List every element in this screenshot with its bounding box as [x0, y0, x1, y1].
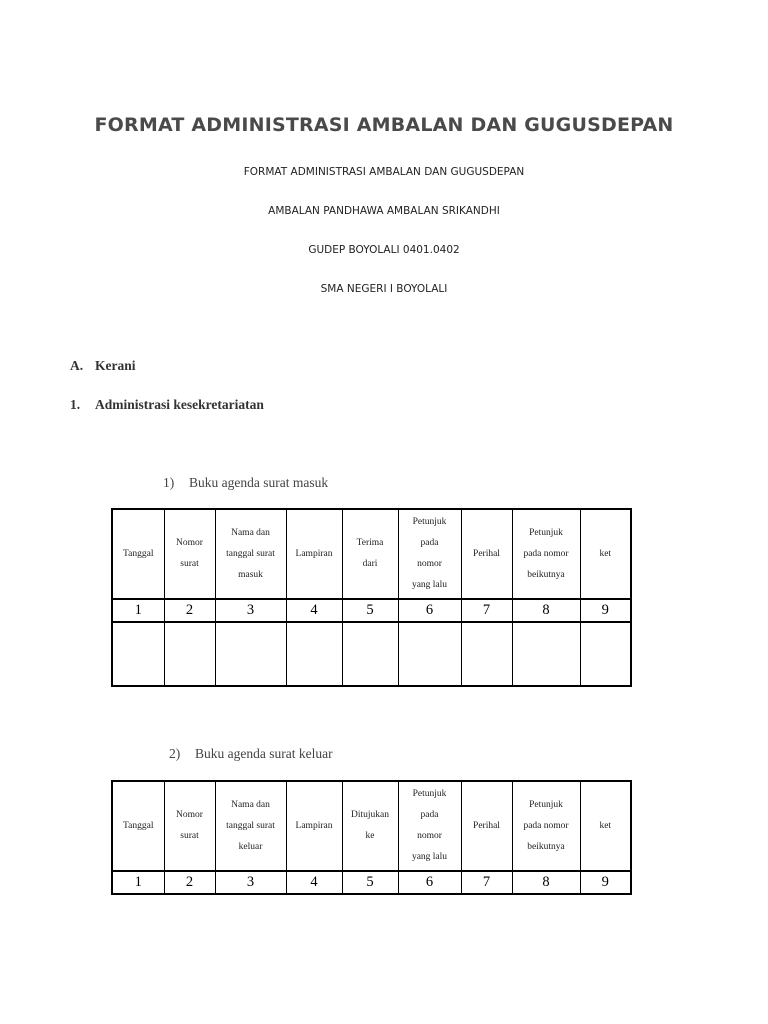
section-heading-label: Administrasi kesekretariatan [95, 397, 264, 412]
column-header: Tanggal [112, 509, 164, 599]
column-header: Nama dan tanggal surat keluar [215, 781, 286, 871]
column-number: 9 [580, 871, 631, 894]
column-header: Nama dan tanggal surat masuk [215, 509, 286, 599]
column-header: Terima dari [342, 509, 398, 599]
column-header: Perihal [461, 781, 512, 871]
column-number: 5 [342, 599, 398, 622]
table-empty-row [112, 622, 631, 686]
section-heading-number: A. [70, 358, 84, 373]
subtitle-line-3: GUDEP BOYOLALI 0401.0402 [308, 244, 460, 256]
subheading-surat-keluar [169, 746, 333, 762]
section-heading-administrasi [70, 397, 264, 413]
table-number-row [112, 599, 631, 622]
column-number: 7 [461, 871, 512, 894]
table-cell [112, 622, 164, 686]
column-header: Lampiran [286, 781, 342, 871]
column-header: Petunjuk pada nomor yang lalu [398, 509, 461, 599]
section-heading-label: Kerani [95, 358, 136, 373]
subtitle-line-1: FORMAT ADMINISTRASI AMBALAN DAN GUGUSDEPAN [243, 166, 525, 178]
column-number: 9 [580, 599, 631, 622]
column-header: Tanggal [112, 781, 164, 871]
subheading-label: Buku agenda surat masuk [189, 475, 329, 490]
table-header-row [112, 781, 631, 871]
subtitle-line-2: AMBALAN PANDHAWA AMBALAN SRIKANDHI [268, 205, 500, 217]
column-number: 8 [512, 599, 580, 622]
subheading-surat-masuk [163, 475, 328, 491]
table-cell [461, 622, 512, 686]
table-cell [398, 622, 461, 686]
column-number: 3 [215, 871, 286, 894]
column-header: Petunjuk pada nomor beikutnya [512, 509, 580, 599]
table-cell [342, 622, 398, 686]
column-header: Ditujukan ke [342, 781, 398, 871]
column-header: Perihal [461, 509, 512, 599]
table-cell [215, 622, 286, 686]
table-cell [286, 622, 342, 686]
column-number: 1 [112, 871, 164, 894]
column-number: 3 [215, 599, 286, 622]
column-header: Nomor surat [164, 509, 215, 599]
column-number: 6 [398, 599, 461, 622]
column-number: 7 [461, 599, 512, 622]
column-header: Nomor surat [164, 781, 215, 871]
table-header-row [112, 509, 631, 599]
column-number: 5 [342, 871, 398, 894]
column-number: 4 [286, 599, 342, 622]
column-header: ket [580, 781, 631, 871]
subtitle-line-4: SMA NEGERI I BOYOLALI [320, 283, 448, 295]
column-header: Petunjuk pada nomor yang lalu [398, 781, 461, 871]
subheading-label: Buku agenda surat keluar [195, 746, 333, 761]
agenda-table-surat-keluar [111, 780, 632, 895]
subheading-number: 1) [163, 475, 175, 490]
column-header: Petunjuk pada nomor beikutnya [512, 781, 580, 871]
section-heading-number: 1. [70, 397, 81, 412]
column-number: 2 [164, 599, 215, 622]
section-heading-kerani [70, 358, 136, 374]
table-number-row [112, 871, 631, 894]
column-number: 2 [164, 871, 215, 894]
column-number: 4 [286, 871, 342, 894]
column-number: 1 [112, 599, 164, 622]
table-cell [512, 622, 580, 686]
column-header: ket [580, 509, 631, 599]
column-number: 8 [512, 871, 580, 894]
subheading-number: 2) [169, 746, 181, 761]
column-number: 6 [398, 871, 461, 894]
document-title: FORMAT ADMINISTRASI AMBALAN DAN GUGUSDEPAN [94, 114, 674, 136]
table-cell [580, 622, 631, 686]
column-header: Lampiran [286, 509, 342, 599]
agenda-table-surat-masuk [111, 508, 632, 687]
table-cell [164, 622, 215, 686]
